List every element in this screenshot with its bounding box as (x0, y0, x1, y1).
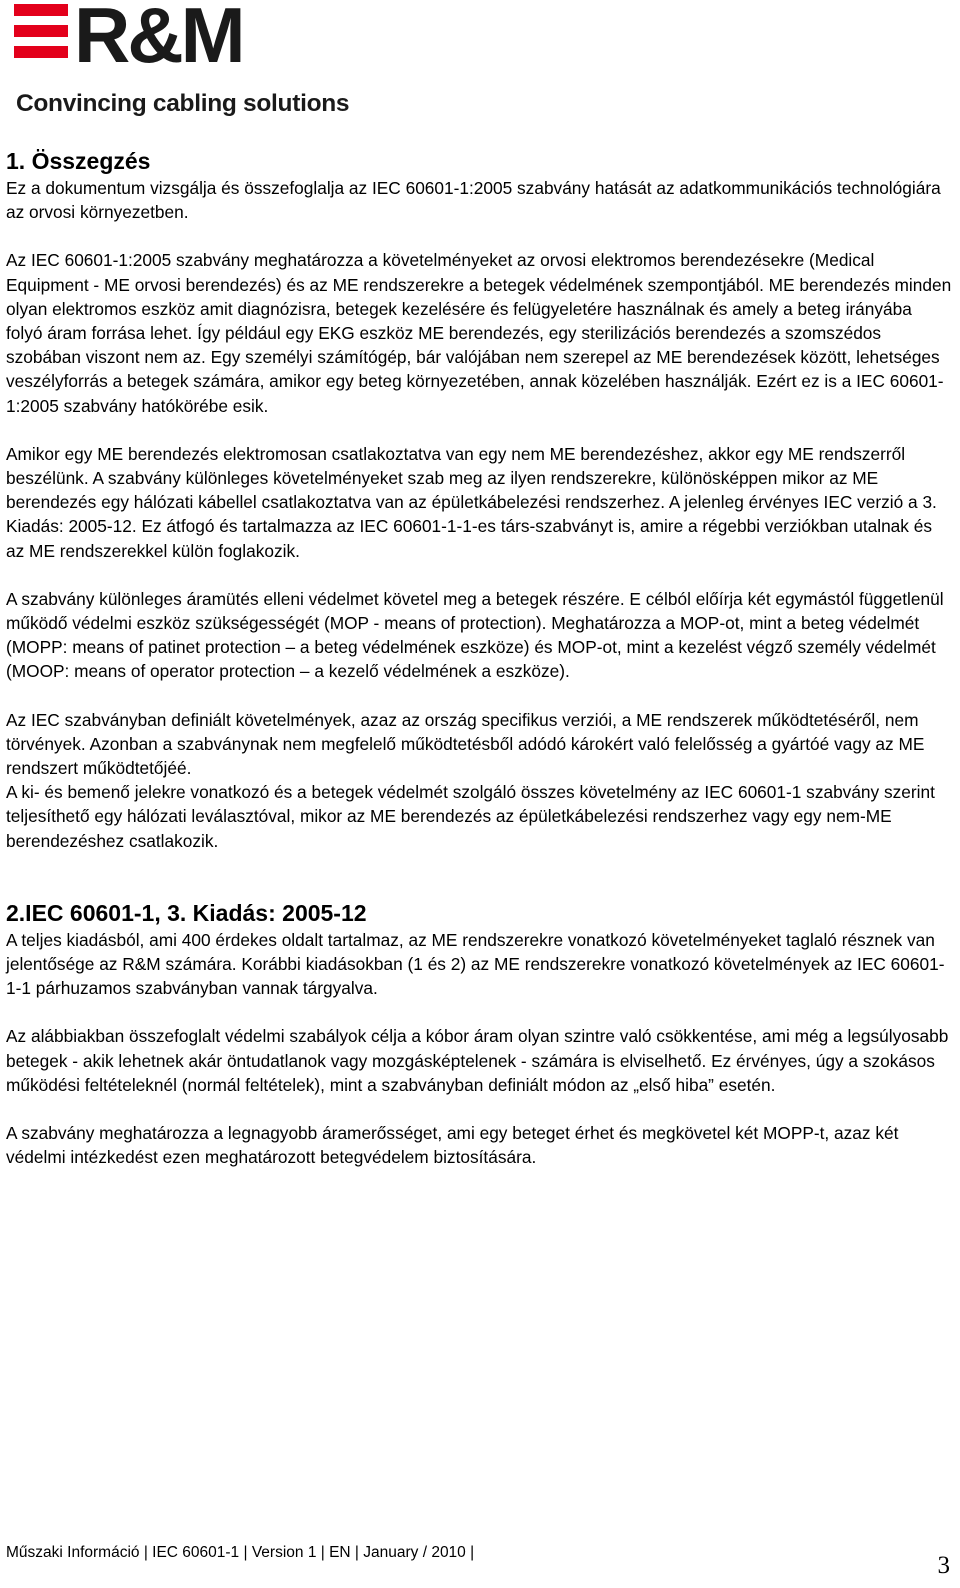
logo-mark-icon (14, 4, 68, 58)
paragraph: Az IEC 60601-1:2005 szabvány meghatározza a követelményeket az orvosi elektromos berendezésekre (Medical Equipment - ME orvosi berendezés) és az ME rendszerekre a betegek védelmének szempontjából. ME berendezés minden olyan elektromos eszköz amit diagnózisra, betegek kezelésére és felügyeletére használnak és amely a beteg irányába folyó áram forrása lehet. Így például egy EKG eszköz ME berendezés, egy sterilizációs berendezés a szomszédos szobában viszont nem az. Egy személyi számítógép, bár valójában nem szerepel az ME berendezések között, lehetséges veszélyforrás a betegek számára, amikor egy beteg környezetében, annak közelében használják. Ezért ez is a IEC 60601-1:2005 szabvány hatókörébe esik. (6, 250, 952, 416)
paragraph: A ki- és bemenő jelekre vonatkozó és a betegek védelmét szolgáló összes követelmény az IEC 60601-1 szabvány szerint teljesíthető egy hálózati leválasztóval, mikor az ME berendezés az épületkábelezési rendszerhez vagy egy nem-ME berendezéshez csatlakozik. (6, 782, 935, 851)
page-footer: Műszaki Információ | IEC 60601-1 | Version 1 | EN | January / 2010 | (6, 1544, 475, 1561)
paragraph: Az IEC szabványban definiált követelmények, azaz az ország specifikus verziói, a ME rendszerek működtetéséről, nem törvények. Azonban a szabványnak nem megfelelő működtetésből adódó károkért való felelősség a gyártóé vagy az ME rendszert működtetőjéé. (6, 709, 925, 779)
section-2-heading: 2.IEC 60601-1, 3. Kiadás: 2005-12 (6, 899, 367, 926)
company-logo (14, 0, 374, 122)
paragraph: A szabvány meghatározza a legnagyobb áramerősséget, ami egy beteget érhet és megkövetel két MOPP-t, azaz két védelmi intézkedést ezen meghatározott betegvédelem biztosítására. (6, 1123, 899, 1168)
paragraph: A teljes kiadásból, ami 400 érdekes oldalt tartalmaz, az ME rendszerekre vonatkozó követelményeket taglaló résznek van jelentősége az R&M számára. Korábbi kiadásokban (1 és 2) az ME rendszerekre vonatkozó követelmények az IEC 60601-1-1 párhuzamos szabványban vannak tárgyalva. (6, 929, 945, 999)
paragraph: Az alábbiakban összefoglalt védelmi szabályok célja a kóbor áram olyan szintre való csökkentése, ami még a legsúlyosabb betegek - akik lehetnek akár öntudatlanok vagy mozgásképtelenek - számára is elviselhető. Ez érvényes, úgy a szokásos működési feltételeknél (normál feltételek), mint a szabványban definiált módon az „első hiba” esetén. (6, 1026, 949, 1095)
section-1-heading: 1. Összegzés (6, 148, 151, 174)
paragraph: Amikor egy ME berendezés elektromosan csatlakoztatva van egy nem ME berendezéshez, akkor egy ME rendszerről beszélünk. A szabvány különleges követelményeket szab meg az ilyen rendszerekre, különösképpen mikor az ME berendezés egy hálózati kábellel csatlakoztatva van az épületkábelezési rendszerhez. A jelenleg érvényes IEC verzió a 3. Kiadás: 2005-12. Ez átfogó és tartalmazza az IEC 60601-1-1-es társ-szabványt is, amire a régebbi verziókban utalnak és az ME rendszerekkel külön foglakozik. (6, 443, 937, 561)
paragraph: A szabvány különleges áramütés elleni védelmet követel meg a betegek részére. E célból előírja két egymástól függetlenül működő védelmi eszköz szükségességét (MOP - means of protection). Meghatározza a MOP-ot, mint a beteg védelmét (MOPP: means of patinet protection – a beteg védelmének eszköze) és MOP-ot, mint a kezelést végző személy védelmét (MOOP: means of operator protection – a kezelő védelmének a eszköze). (6, 588, 944, 682)
paragraph: Ez a dokumentum vizsgálja és összefoglalja az IEC 60601-1:2005 szabvány hatását az adatkommunikációs technológiára az orvosi környezetben. (6, 178, 941, 223)
logo-brand: R&M (74, 0, 243, 79)
document-body (6, 146, 952, 1170)
logo-tagline: Convincing cabling solutions (16, 90, 350, 117)
page-number: 3 (937, 1552, 950, 1579)
